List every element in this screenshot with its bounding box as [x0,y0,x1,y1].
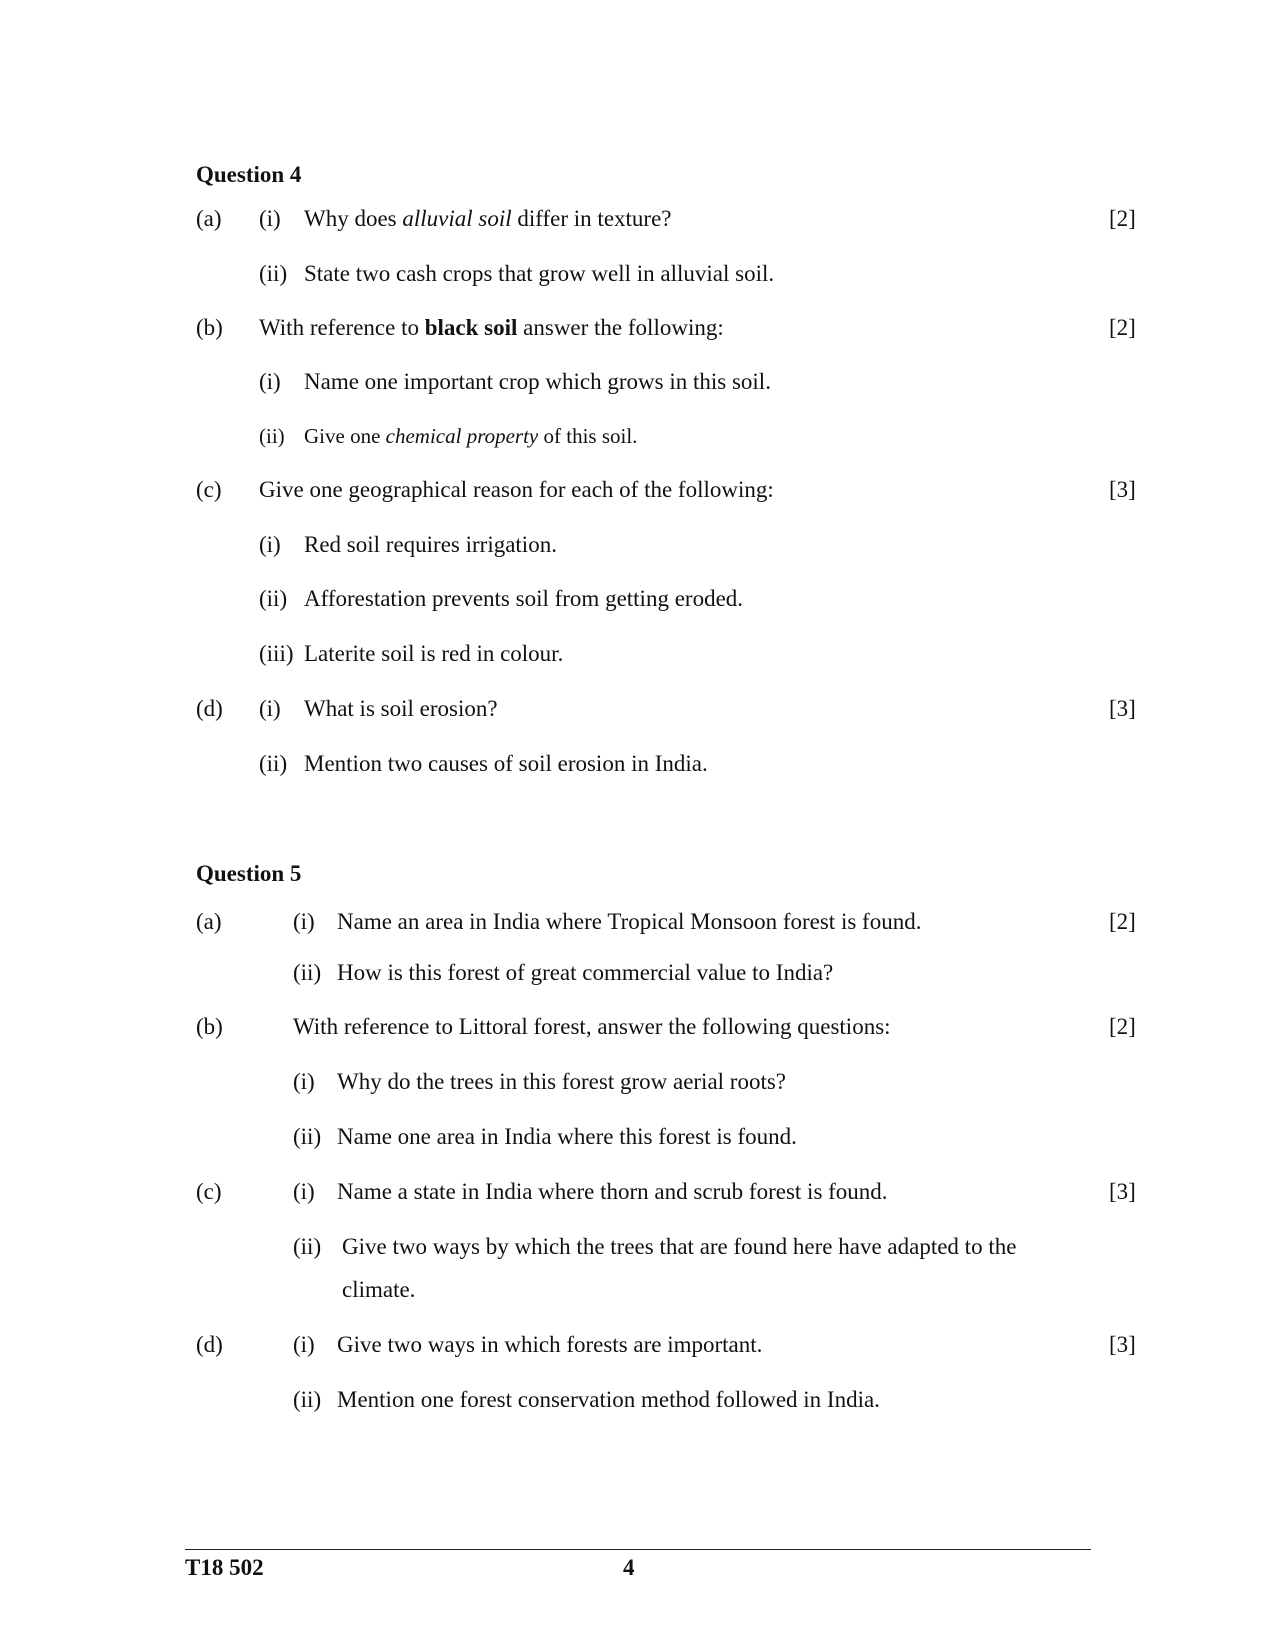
q5c-marks: [3] [1109,1179,1136,1204]
q4a-i-text: Why does alluvial soil differ in texture? [304,206,672,231]
q4b-ii-num: (ii) [259,424,285,448]
question-5-title: Question 5 [196,861,302,886]
q4c-marks: [3] [1109,477,1136,502]
q4b-label: (b) [196,315,223,340]
q5c-i-num: (i) [293,1179,315,1204]
q4d-ii-text: Mention two causes of soil erosion in India. [304,751,708,776]
q4a-label: (a) [196,206,222,231]
q5a-i-num: (i) [293,909,315,934]
q4c-i-text: Red soil requires irrigation. [304,532,557,557]
question-4-title: Question 4 [196,162,302,187]
q4b-marks: [2] [1109,315,1136,340]
q4c-iii-num: (iii) [259,641,294,666]
q4c-ii-num: (ii) [259,586,288,611]
q5a-marks: [2] [1109,909,1136,934]
footer-rule [185,1549,1091,1550]
q4d-marks: [3] [1109,696,1136,721]
q5d-ii-text: Mention one forest conservation method followed in India. [337,1387,880,1412]
q5d-ii-num: (ii) [293,1387,322,1412]
q4c-stem: Give one geographical reason for each of the following: [259,477,774,502]
q5b-i-text: Why do the trees in this forest grow aerial roots? [337,1069,787,1094]
q5b-marks: [2] [1109,1014,1136,1039]
q5d-i-text: Give two ways in which forests are important. [337,1332,763,1357]
q5c-label: (c) [196,1179,222,1204]
paper-code: T18 502 [185,1555,264,1580]
q4b-i-num: (i) [259,369,281,394]
q5a-label: (a) [196,909,222,934]
q4c-i-num: (i) [259,532,281,557]
q5c-i-text: Name a state in India where thorn and scrub forest is found. [337,1179,888,1204]
q5b-ii-text: Name one area in India where this forest is found. [337,1124,797,1149]
q5c-ii-line2: climate. [342,1277,416,1302]
q5d-i-num: (i) [293,1332,315,1357]
q5b-stem: With reference to Littoral forest, answer the following questions: [293,1014,891,1039]
q4a-marks: [2] [1109,206,1136,231]
q4d-ii-num: (ii) [259,751,288,776]
q5b-label: (b) [196,1014,223,1039]
q4b-stem: With reference to black soil answer the following: [259,315,724,340]
q4c-ii-text: Afforestation prevents soil from getting eroded. [304,586,744,611]
q4a-ii-text: State two cash crops that grow well in alluvial soil. [304,261,775,286]
q4d-i-num: (i) [259,696,281,721]
q5b-i-num: (i) [293,1069,315,1094]
q5d-marks: [3] [1109,1332,1136,1357]
page-number: 4 [623,1555,635,1580]
q5a-i-text: Name an area in India where Tropical Monsoon forest is found. [337,909,922,934]
q4b-ii-text: Give one chemical property of this soil. [304,424,638,448]
q4c-label: (c) [196,477,222,502]
q5d-label: (d) [196,1332,223,1357]
q4c-iii-text: Laterite soil is red in colour. [304,641,564,666]
q4d-label: (d) [196,696,223,721]
q5a-ii-num: (ii) [293,960,322,985]
q4d-i-text: What is soil erosion? [304,696,498,721]
q4a-i-num: (i) [259,206,281,231]
q4a-ii-num: (ii) [259,261,288,286]
q5a-ii-text: How is this forest of great commercial value to India? [337,960,834,985]
q5c-ii-line1: Give two ways by which the trees that are found here have adapted to the [342,1234,1017,1259]
q5b-ii-num: (ii) [293,1124,322,1149]
q4b-i-text: Name one important crop which grows in this soil. [304,369,771,394]
q5c-ii-num: (ii) [293,1234,322,1259]
